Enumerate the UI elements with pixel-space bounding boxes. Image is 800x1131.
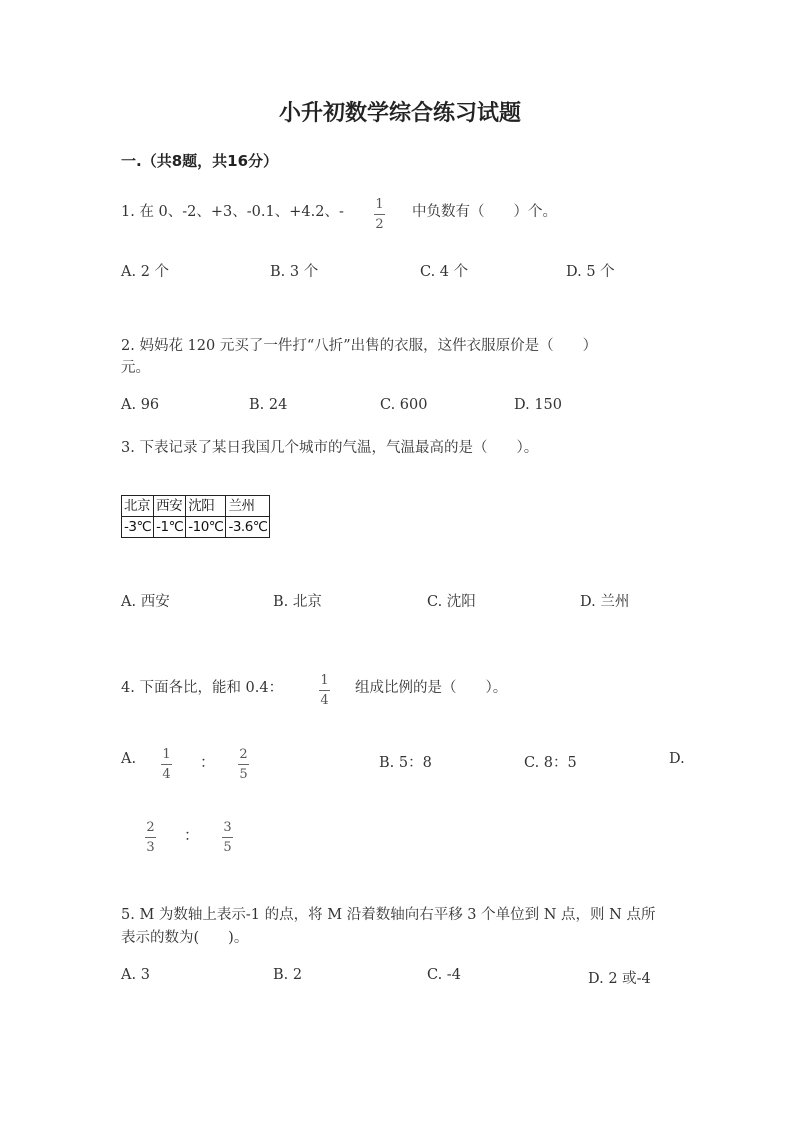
question-4-option-d-label: D.: [669, 751, 685, 767]
question-2-option-a: A. 96: [121, 397, 160, 413]
fraction-numerator: 1: [320, 673, 329, 688]
question-1-option-b: B. 3 个: [270, 264, 319, 280]
question-4-fraction: [319, 673, 330, 708]
question-1-option-a: A. 2 个: [121, 264, 170, 280]
fraction-denominator: 3: [146, 840, 155, 855]
table-cell: 兰州: [226, 496, 270, 517]
fraction-numerator: 1: [375, 197, 384, 212]
option-d-fraction-1: [145, 820, 156, 855]
table-cell: -3.6℃: [226, 517, 270, 538]
fraction-bar: [319, 690, 330, 691]
fraction-bar: [161, 764, 172, 765]
question-2-option-b: B. 24: [249, 397, 288, 413]
fraction-numerator: 2: [239, 747, 248, 762]
question-5-option-d: D. 2 或-4: [588, 971, 651, 987]
question-2-option-d: D. 150: [514, 397, 563, 413]
fraction-denominator: 2: [375, 217, 384, 232]
temperature-table: [121, 495, 270, 538]
question-1-option-d: D. 5 个: [566, 264, 615, 280]
table-cell: 北京: [122, 496, 154, 517]
fraction-denominator: 4: [162, 767, 171, 782]
table-cell: -3℃: [122, 517, 154, 538]
question-3-option-b: B. 北京: [273, 594, 322, 610]
question-1-fraction: [374, 197, 385, 232]
question-1-option-c: C. 4 个: [420, 264, 469, 280]
table-row-temps: [122, 517, 270, 538]
question-1-text-end: 中负数有（ ）个。: [412, 204, 557, 220]
fraction-numerator: 2: [146, 820, 155, 835]
question-4-option-b: B. 5：8: [379, 755, 432, 771]
question-3-text: 3. 下表记录了某日我国几个城市的气温，气温最高的是（ ）。: [121, 440, 539, 456]
question-3-option-a: A. 西安: [121, 594, 170, 610]
fraction-bar: [145, 837, 156, 838]
question-3-option-c: C. 沈阳: [427, 594, 476, 610]
fraction-denominator: 4: [320, 693, 329, 708]
fraction-bar: [222, 837, 233, 838]
table-cell: -10℃: [186, 517, 226, 538]
option-d-fraction-2: [222, 820, 233, 855]
question-4-text: 4. 下面各比，能和 0.4：: [121, 680, 284, 696]
table-cell: 西安: [154, 496, 186, 517]
fraction-denominator: 5: [239, 767, 248, 782]
option-a-fraction-1: [161, 747, 172, 782]
option-a-fraction-2: [238, 747, 249, 782]
question-5-text-line2: 表示的数为( )。: [121, 930, 249, 946]
page-title: 小升初数学综合练习试题: [278, 101, 521, 126]
section-heading: 一.（共8题，共16分）: [121, 152, 279, 170]
question-4-option-c: C. 8：5: [524, 755, 577, 771]
question-5-option-a: A. 3: [121, 967, 150, 983]
question-2-option-c: C. 600: [380, 397, 428, 413]
question-5-text-line1: 5. M 为数轴上表示-1 的点，将 M 沿着数轴向右平移 3 个单位到 N 点，则 N 点所: [121, 907, 656, 923]
question-5-option-b: B. 2: [273, 967, 303, 983]
fraction-bar: [238, 764, 249, 765]
table-cell: 沈阳: [186, 496, 226, 517]
question-1-text: 1. 在 0、-2、+3、-0.1、+4.2、-: [121, 204, 344, 220]
table-cell: -1℃: [154, 517, 186, 538]
question-3-option-d: D. 兰州: [580, 594, 630, 610]
question-2-text-line1: 2. 妈妈花 120 元买了一件打“八折”出售的衣服，这件衣服原价是（ ）: [121, 338, 598, 354]
table-row-cities: [122, 496, 270, 517]
question-4-option-a-label: A.: [121, 751, 137, 767]
fraction-bar: [374, 214, 385, 215]
option-a-colon: ：: [200, 753, 216, 771]
fraction-numerator: 1: [162, 747, 171, 762]
question-2-text-line2: 元。: [121, 360, 150, 376]
question-4-text-end: 组成比例的是（ ）。: [355, 680, 508, 696]
fraction-denominator: 5: [223, 840, 232, 855]
option-d-colon: ：: [184, 826, 200, 844]
fraction-numerator: 3: [223, 820, 232, 835]
question-5-option-c: C. -4: [427, 967, 461, 983]
